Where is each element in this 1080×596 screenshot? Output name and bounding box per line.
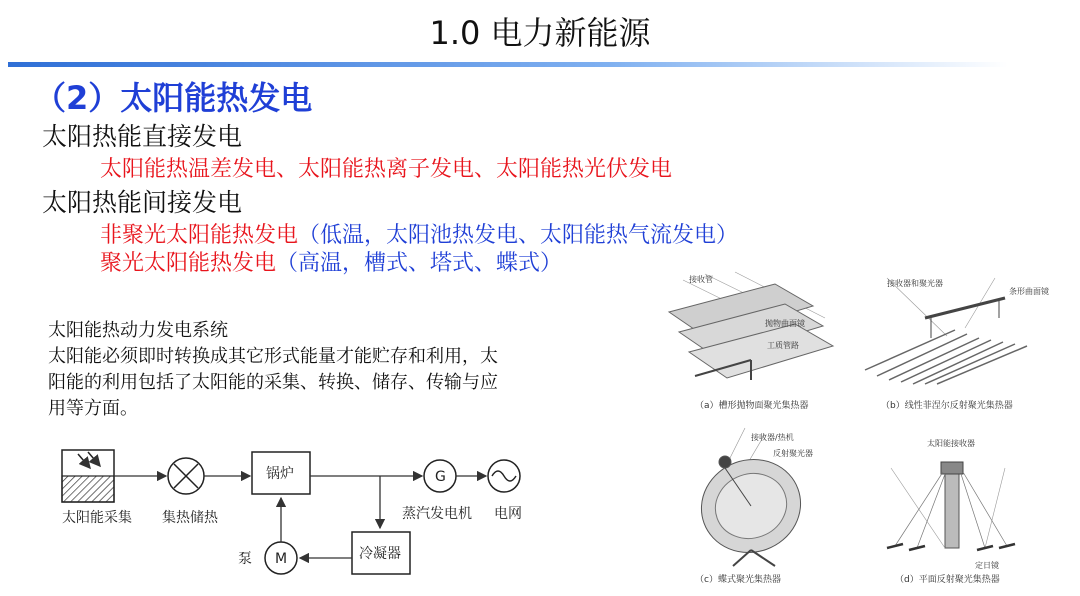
grid-label: 电网: [494, 506, 522, 522]
section-heading: （2）太阳能热发电: [34, 79, 313, 117]
fig-c-label-1: 接收器/热机: [751, 433, 794, 442]
concentrating-detail: （高温，槽式、塔式、蝶式）: [276, 251, 563, 276]
indirect-generation-label: 太阳热能间接发电: [42, 188, 243, 217]
fig-d-label-1: 太阳能接收器: [927, 439, 975, 448]
system-title: 太阳能热动力发电系统: [48, 320, 228, 341]
fig-a-caption: （a）槽形抛物面聚光集热器: [695, 401, 809, 411]
motor-symbol: M: [275, 551, 288, 567]
fig-c-caption: （c）蝶式聚光集热器: [695, 575, 781, 585]
non-concentrating-detail: （低温，太阳池热发电、太阳能热气流发电）: [298, 223, 739, 248]
condenser-label: 冷凝器: [359, 546, 401, 562]
fresnel-collector-illustration: [865, 278, 1027, 384]
fig-a-label-1: 接收管: [689, 275, 713, 284]
title-divider: [8, 62, 1008, 67]
tower-collector-illustration: [887, 462, 1015, 550]
fig-c-label-2: 反射聚光器: [773, 449, 813, 458]
concentrating-line: [100, 246, 562, 277]
non-concentrating-line: [100, 218, 738, 249]
collector-label: 太阳能采集: [62, 510, 132, 526]
system-desc-line-2: 阳能的利用包括了太阳能的采集、转换、储存、传输与应: [48, 372, 498, 393]
fig-d-label-2: 定日镜: [975, 561, 999, 570]
fig-b-label-1: 接收器和聚光器: [887, 279, 943, 288]
boiler-label: 锅炉: [266, 466, 294, 482]
system-desc-line-3: 用等方面。: [48, 398, 138, 419]
fig-a-label-3: 工质管路: [767, 341, 799, 350]
power-flow-diagram: [40, 440, 600, 596]
generator-symbol: G: [435, 469, 446, 485]
storage-label: 集热储热: [162, 510, 218, 526]
fig-b-label-2: 条形曲面镜: [1009, 287, 1049, 296]
heat-storage-icon: [168, 458, 204, 494]
trough-collector-illustration: [669, 272, 833, 380]
system-desc-line-1: 太阳能必须即时转换成其它形式能量才能贮存和利用，太: [48, 346, 498, 367]
fig-a-label-2: 抛物曲面镜: [765, 319, 805, 328]
fig-b-caption: （b）线性菲涅尔反射聚光集热器: [881, 401, 1013, 411]
direct-generation-label: 太阳热能直接发电: [42, 122, 243, 151]
concentrating-type: 聚光太阳能热发电: [100, 251, 277, 276]
non-concentrating-type: 非聚光太阳能热发电: [100, 223, 299, 248]
concentrator-figures: [655, 268, 1075, 596]
generator-label: 蒸汽发电机: [402, 506, 472, 522]
direct-generation-examples: 太阳能热温差发电、太阳能热离子发电、太阳能热光伏发电: [100, 157, 673, 182]
fig-d-caption: （d）平面反射聚光集热器: [895, 575, 1000, 585]
page-title: 1.0 电力新能源: [429, 14, 651, 52]
solar-collector-icon: [62, 450, 114, 502]
grid-icon: [488, 460, 520, 492]
pump-label: 泵: [238, 551, 252, 567]
